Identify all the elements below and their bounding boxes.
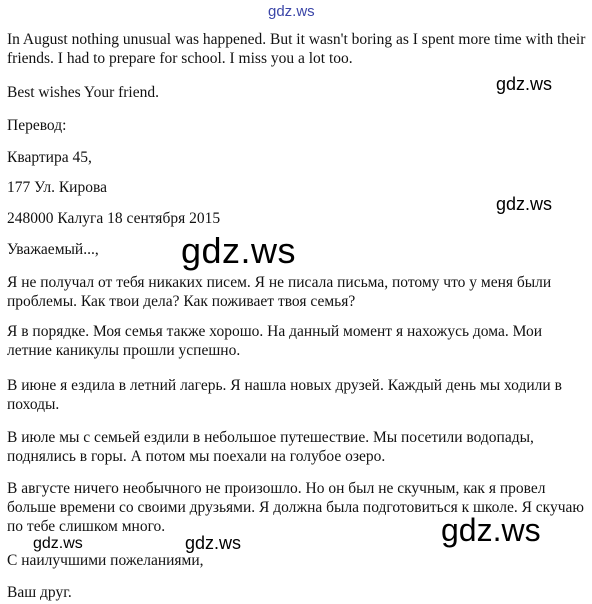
paragraph-im-fine: Я в порядке. Моя семья также хорошо. На данный момент я нахожусь дома. Мои летние каникулы прошли успешно. (7, 323, 543, 359)
watermark-bottom-left: gdz.ws (33, 535, 83, 552)
watermark-top: gdz.ws (268, 3, 315, 20)
paragraph-english-closing: In August nothing unusual was happened. But it wasn't boring as I spent more time with their friends. I had to prepare for school. I miss you a lot too. (7, 31, 586, 67)
watermark-right-2: gdz.ws (496, 194, 553, 214)
translation-heading: Перевод: (7, 117, 67, 134)
closing-signature: Ваш друг. (7, 584, 72, 601)
paragraph-june: В июне я ездила в летний лагерь. Я нашла новых друзей. Каждый день мы ходили в походы. (7, 377, 562, 413)
paragraph-july: В июле мы с семьей ездили в небольшое путешествие. Мы посетили водопады, поднялись в горы. А потом мы поехали на голубое озеро. (7, 429, 534, 465)
paragraph-best-wishes: Best wishes Your friend. (7, 84, 159, 101)
address-apartment: Квартира 45, (7, 149, 92, 166)
paragraph-no-letters: Я не получал от тебя никаких писем. Я не писала письма, потому что у меня были проблемы. Как твои дела? Как поживает твоя семья? (7, 274, 552, 310)
watermark-center: gdz.ws (181, 230, 297, 271)
watermark-right-1: gdz.ws (496, 74, 553, 94)
address-street: 177 Ул. Кирова (7, 179, 107, 196)
closing-wishes: С наилучшими пожеланиями, (7, 552, 204, 569)
greeting: Уважаемый..., (7, 241, 99, 258)
address-city-date: 248000 Калуга 18 сентября 2015 (7, 210, 221, 227)
watermark-bottom-mid: gdz.ws (185, 533, 242, 553)
paragraph-august: В августе ничего необычного не произошло. Но он был не скучным, как я провел больше времени со своими друзьями. Я должна была подготовиться к школе. Я скучаю по тебе слишком много. (7, 480, 584, 535)
watermark-bottom-right: gdz.ws (441, 512, 541, 548)
